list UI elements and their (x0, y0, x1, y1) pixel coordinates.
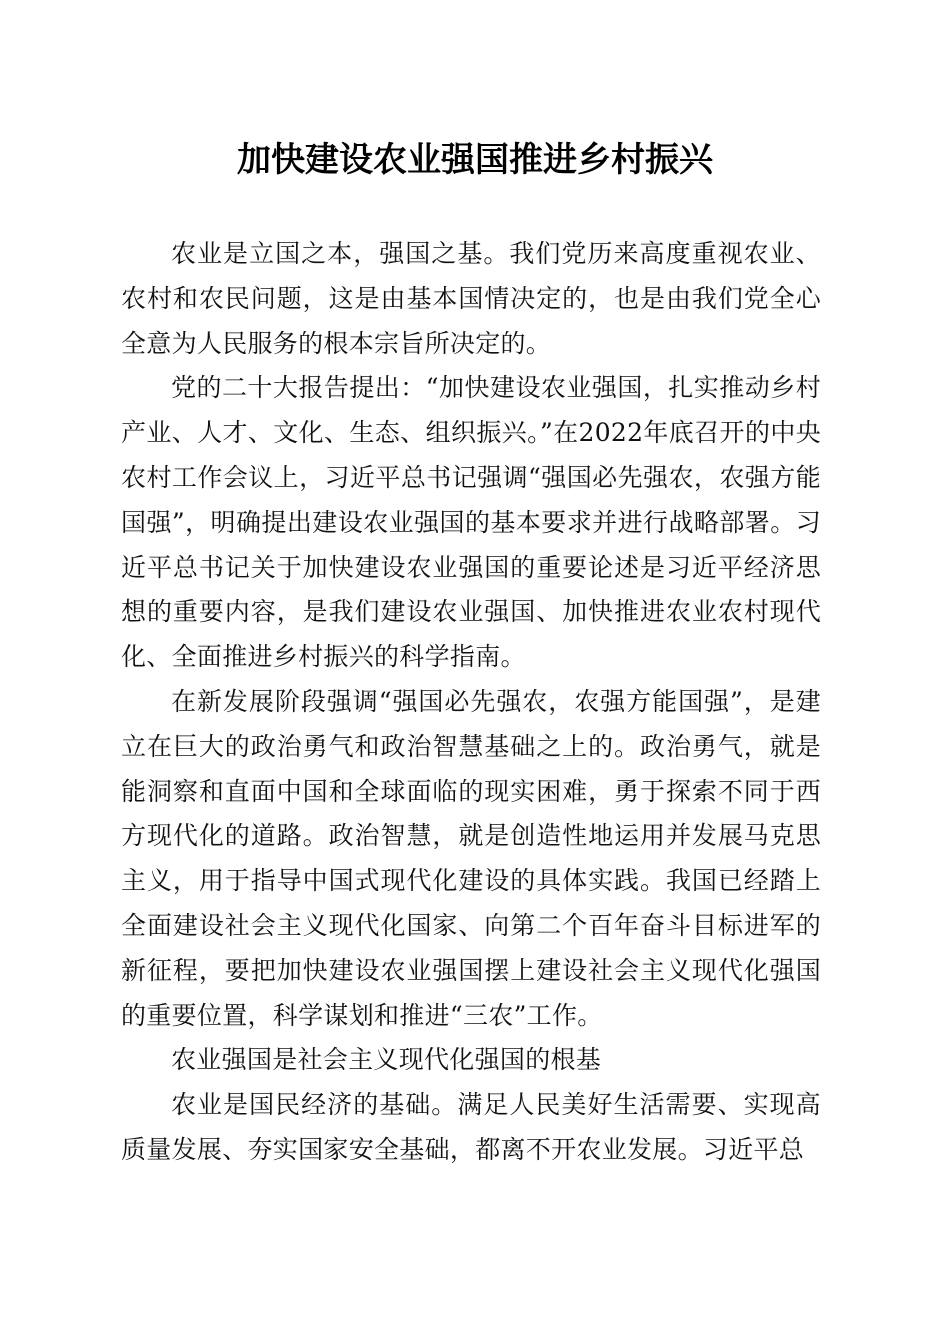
document-title: 加快建设农业强国推进乡村振兴 (237, 140, 713, 180)
paragraph: 农业是国民经济的基础。满足人民美好生活需要、实现高质量发展、夯实国家安全基础，都离不开农业发展。习近平总 (121, 1090, 821, 1164)
paragraph: 在新发展阶段强调“强国必先强农，农强方能国强”，是建立在巨大的政治勇气和政治智慧基础之上的。政治勇气，就是能洞察和直面中国和全球面临的现实困难，勇于探索不同于西方现代化的道路。政治智慧，就是创造性地运用并发展马克思主义，用于指导中国式现代化建设的具体实践。我国已经踏上全面建设社会主义现代化国家、向第二个百年奋斗目标进军的新征程，要把加快建设农业强国摆上建设社会主义现代化强国的重要位置，科学谋划和推进“三农”工作。 (121, 686, 821, 1030)
document-body (121, 232, 821, 1173)
paragraph: 党的二十大报告提出：“加快建设农业强国，扎实推动乡村产业、人才、文化、生态、组织振兴。”在2022年底召开的中央农村工作会议上，习近平总书记强调“强国必先强农，农强方能国强”，明确提出建设农业强国的基本要求并进行战略部署。习近平总书记关于加快建设农业强国的重要论述是习近平经济思想的重要内容，是我们建设农业强国、加快推进农业农村现代化、全面推进乡村振兴的科学指南。 (121, 373, 821, 672)
section-heading: 农业强国是社会主义现代化强国的根基 (171, 1045, 602, 1075)
paragraph: 农业是立国之本，强国之基。我们党历来高度重视农业、农村和农民问题，这是由基本国情决定的，也是由我们党全心全意为人民服务的根本宗旨所决定的。 (121, 239, 821, 358)
